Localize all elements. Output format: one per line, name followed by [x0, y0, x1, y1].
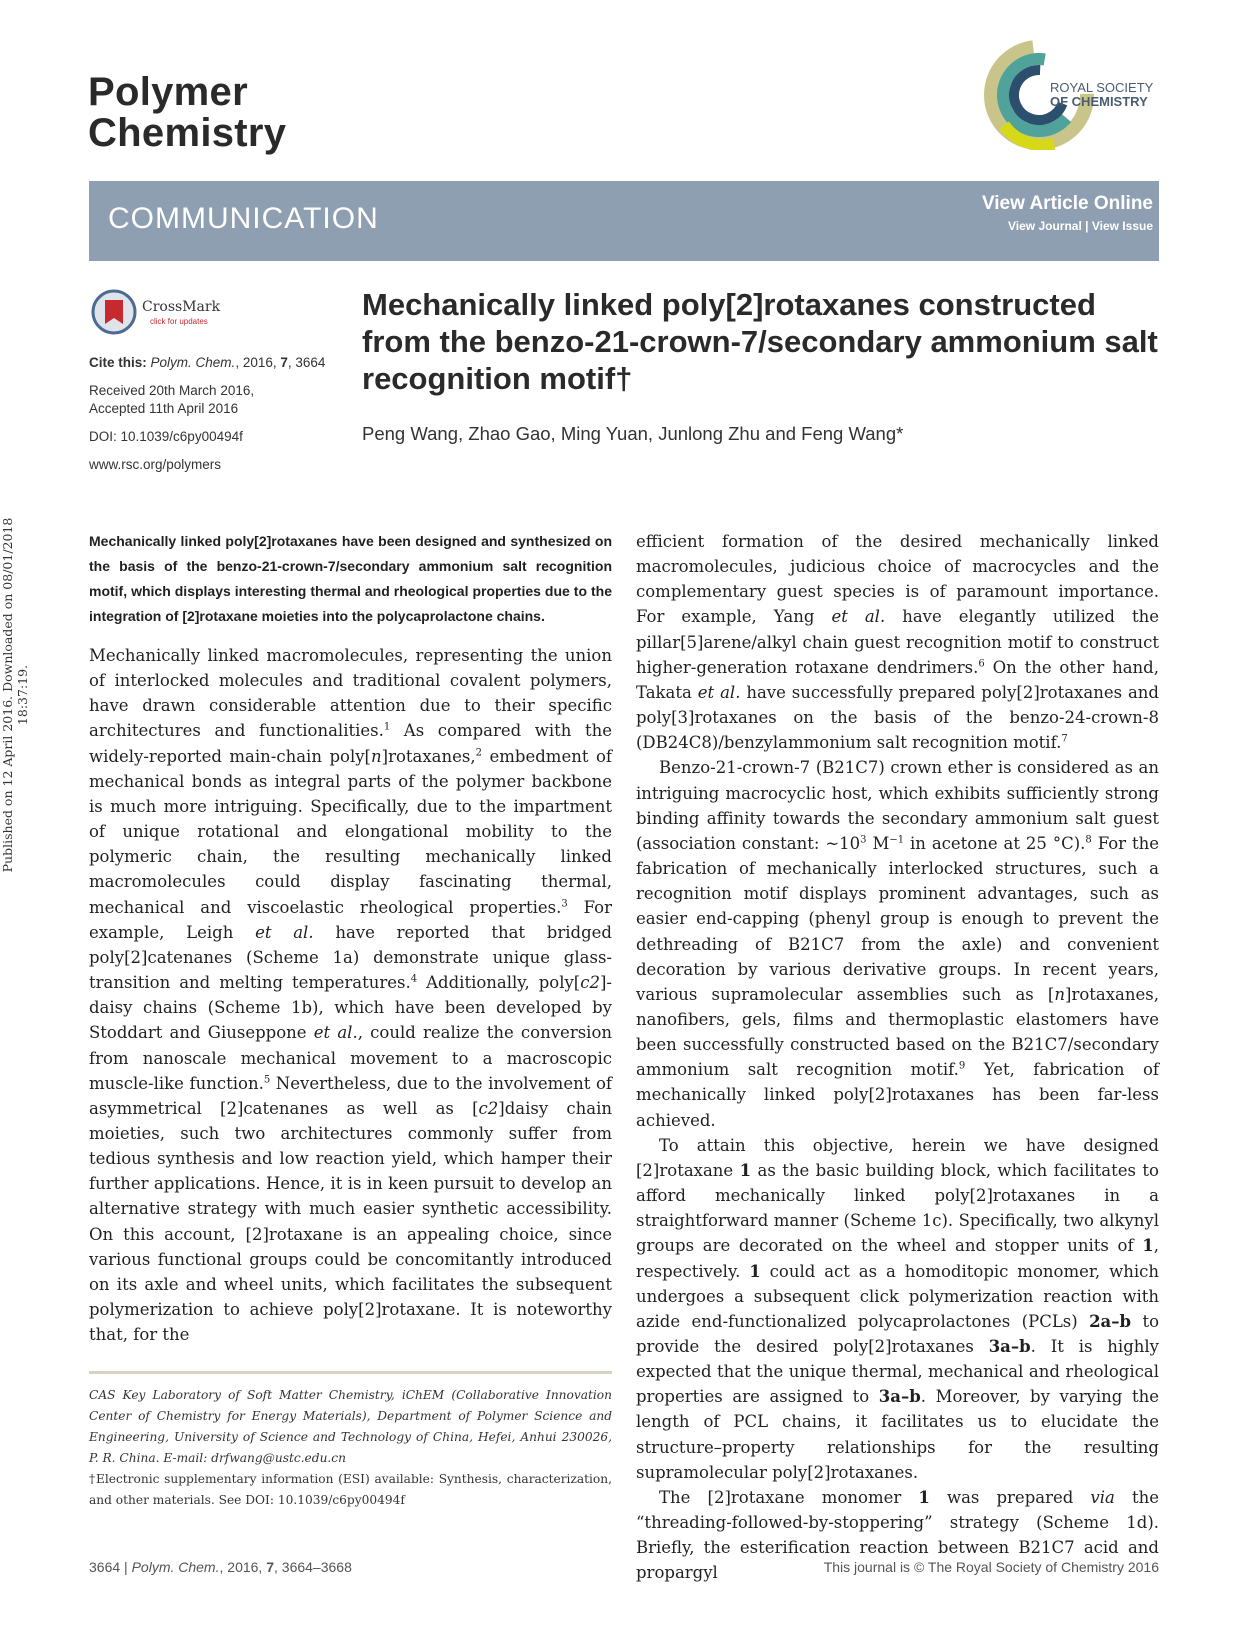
abstract: Mechanically linked poly[2]rotaxanes have been designed and synthesized on the basis of the benzo-21-crown-7/secondary ammonium salt recognition motif, which displays interesting thermal and rheological properties due to the integration of [2]rotaxane moieties into the polycaprolactone chains. [89, 533, 612, 624]
rsc-logo [984, 40, 1154, 150]
footnote-divider [89, 1371, 612, 1374]
logo-text-line2: OF CHEMISTRY [1050, 94, 1148, 109]
journal-title: Polymer Chemistry [88, 70, 287, 155]
crossmark-label: CrossMark [142, 299, 221, 315]
body-paragraph: To attain this objective, herein we have designed [2]rotaxane 1 as the basic building block, which facilitates to afford mechanically linked poly[2]rotaxanes in a straightforward manner (Scheme 1c). Specifically, two alkynyl groups are decorated on the wheel and stopper units of 1, respectively. 1 could act as a homoditopic monomer, which undergoes a subsequent click polymerization reaction with azide end-functionalized polycaprolactones (PCLs) 2a–b to provide the desired poly[2]rotaxanes 3a–b. It is highly expected that the unique thermal, mechanical and rheological properties are assigned to 3a–b. Moreover, by varying the length of PCL chains, it facilitates us to elucidate the structure–property relationships for the resulting supramolecular poly[2]rotaxanes. [636, 1135, 1160, 1482]
banner-links [1008, 219, 1153, 233]
banner-link-separator: | [1085, 219, 1089, 233]
body-paragraph: The [2]rotaxane monomer 1 was prepared via the “threading-followed-by-stoppering” strategy (Scheme 1d). Briefly, the esterification reaction between B21C7 acid and propargyl [636, 1487, 1159, 1583]
journal-url[interactable]: www.rsc.org/polymers [89, 457, 222, 472]
copyright-notice: This journal is © The Royal Society of Chemistry 2016 [823, 1559, 1159, 1575]
left-column [89, 529, 612, 1347]
view-journal-link[interactable]: View Journal [1007, 219, 1082, 233]
affiliation-footnote: CAS Key Laboratory of Soft Matter Chemistry, iChEM (Collaborative Innovation Center of Chemistry for Energy Materials), Department of Polymer Science and Engineering, University of Science and Technology of China, Hefei, Anhui 230026, P. R. China. E-mail: drfwang@ustc.edu.cn [89, 1388, 612, 1465]
footnotes [89, 1385, 612, 1511]
body-paragraph: Mechanically linked macromolecules, representing the union of interlocked molecules and traditional covalent polymers, have drawn considerable attention due to their specific architectures and functionalities.$^1$ As compared with the widely-reported main-chain poly[n]rotaxanes,$^2$ embedment of mechanical bonds as integral parts of the polymer backbone is much more intriguing. Specifically, due to the impartment of unique rotational and elongational mobility to the polymeric chain, the resulting mechanically linked macromolecules could display fascinating thermal, mechanical and viscoelastic rheological properties.$^3$ For example, Leigh et al. have reported that bridged poly[2]catenanes (Scheme 1a) demonstrate unique glass-transition and melting temperatures.$^4$ Additionally, poly[c2]-daisy chains (Scheme 1b), which have been developed by Stoddart and Giuseppone et al., could realize the conversion from nanoscale mechanical movement to a macroscopic muscle-like function.$^5$ Nevertheless, due to the involvement of asymmetrical [2]catenanes as well as [c2]daisy chain moieties, such two architectures commonly suffer from tedious synthesis and low reaction yield, which hamper their further applications. Hence, it is in keen pursuit to develop an alternative strategy with much easier synthetic accessibility. On this account, [2]rotaxane is an appealing choice, since various functional groups could be concomitantly introduced on its axle and wheel units, which facilitates the subsequent polymerization to achieve poly[2]rotaxane. It is noteworthy that, for the [89, 646, 613, 1345]
author-list: Peng Wang, Zhao Gao, Ming Yuan, Junlong Zhu and Feng Wang* [362, 423, 904, 444]
article-metadata [89, 354, 329, 484]
crossmark-sublabel: click for updates [150, 317, 208, 326]
logo-text-line1: ROYAL SOCIETY [1050, 80, 1154, 95]
body-paragraph: efficient formation of the desired mechanically linked macromolecules, judicious choice of macrocycles and the complementary guest species is of paramount importance. For example, Yang et al. have elegantly utilized the pillar[5]arene/alkyl chain guest recognition motif to construct higher-generation rotaxane dendrimers.$^6$ On the other hand, Takata et al. have successfully prepared poly[2]rotaxanes and poly[3]rotaxanes on the basis of the benzo-24-crown-8 (DB24C8)/benzylammonium salt recognition motif.$^7$ [636, 532, 1159, 753]
view-article-online-link[interactable]: View Article Online [981, 193, 1153, 214]
crossmark-badge[interactable] [90, 288, 240, 336]
doi[interactable]: DOI: 10.1039/c6py00494f [89, 429, 243, 444]
article-title: Mechanically linked poly[2]rotaxanes constructed from the benzo-21-crown-7/secondary ammonium salt recognition motif† [362, 287, 1158, 396]
view-issue-link[interactable]: View Issue [1091, 219, 1153, 233]
citation: Cite this: Polym. Chem., 2016, 7, 3664 [89, 355, 326, 370]
esi-footnote: †Electronic supplementary information (ESI) available: Synthesis, characterization, and other materials. See DOI: 10.1039/c6py00494f [89, 1472, 612, 1507]
right-column [636, 529, 1159, 1586]
body-paragraph: Benzo-21-crown-7 (B21C7) crown ether is considered as an intriguing macrocyclic host, which exhibits sufficiently strong binding affinity towards the secondary ammonium salt guest (association constant: $\sim 10^3$ $M^{-1}$ in acetone at 25 °C).$^8$ For the fabrication of mechanically interlocked structures, such a recognition motif displays prominent advantages, such as easier end-capping (phenyl group is enough to prevent the dethreading of B21C7 from the axle) and convenient decoration by various derivative groups. In recent years, various supramolecular assemblies such as [n]rotaxanes, nanofibers, gels, films and thermoplastic elastomers have been successfully constructed based on the B21C7/secondary ammonium salt recognition motif.$^9$ Yet, fabrication of mechanically linked poly[2]rotaxanes has been far-less achieved. [636, 758, 1160, 1130]
page-footer-citation: 3664 | Polym. Chem., 2016, 7, 3664–3668 [89, 1559, 352, 1575]
article-type-label: COMMUNICATION [108, 202, 379, 235]
received-accepted: Received 20th March 2016, Accepted 11th April 2016 [89, 383, 255, 416]
publication-side-note: Published on 12 April 2016. Downloaded on 08/01/2018 18:37:19. [0, 517, 30, 873]
page-number: 3664 [89, 1559, 121, 1575]
